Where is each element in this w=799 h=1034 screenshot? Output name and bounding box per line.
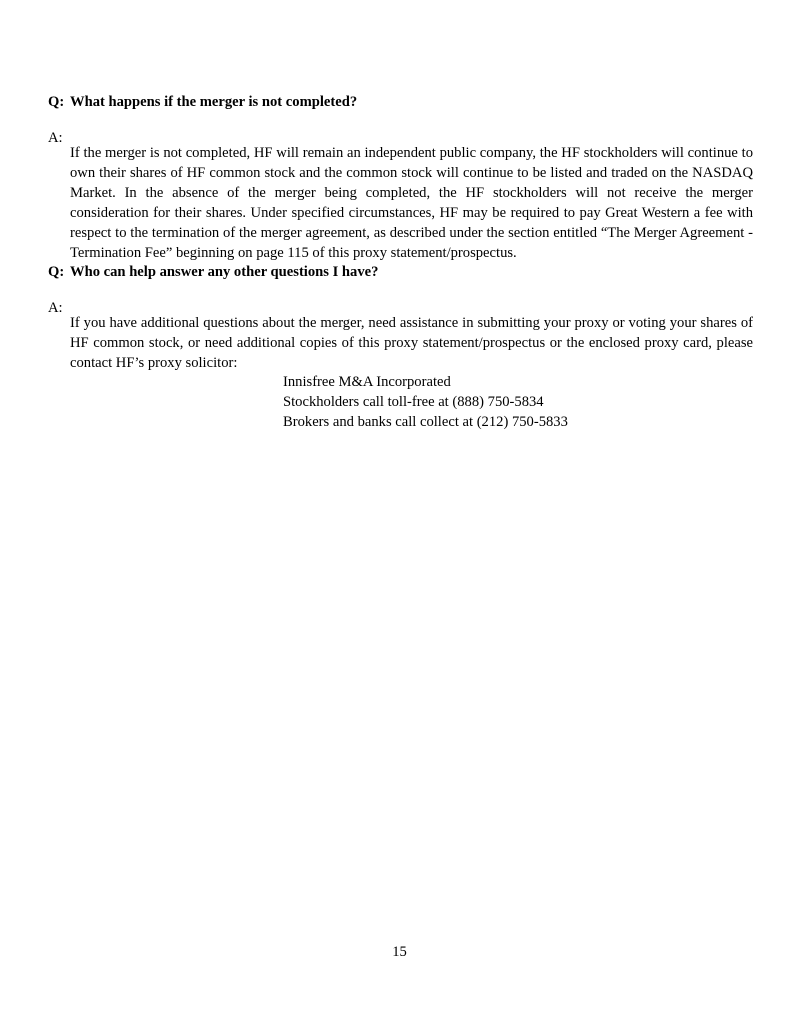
- page-number: 15: [392, 944, 407, 960]
- answer-text: If you have additional questions about the merger, need assistance in submitting your proxy or voting your shares of HF common stock, or need additional copies of this proxy statement/prospectus or the enclosed proxy card, please contact HF’s proxy solicitor:: [70, 314, 753, 371]
- answer-merger-not-completed: [48, 128, 753, 277]
- stockholders-phone: Stockholders call toll-free at (888) 750-5834: [283, 394, 544, 410]
- answer-text: If the merger is not completed, HF will remain an independent public company, the HF stockholders will continue to own their shares of HF common stock and the common stock will continue to be listed and traded on the NASDAQ Market. In the absence of the merger being completed, the HF stockholders will not receive the merger consideration for their shares. Under specified circumstances, HF may be required to pay Great Western a fee with respect to the termination of the merger agreement, as described under the section entitled “The Merger Agreement - Termination Fee” beginning on page 115 of this proxy statement/prospectus.: [70, 144, 753, 261]
- answer-label: A:: [48, 130, 63, 146]
- brokers-phone: Brokers and banks call collect at (212) 750-5833: [283, 414, 568, 430]
- question-who-can-help: [48, 262, 753, 282]
- question-text: Who can help answer any other questions I have?: [70, 264, 379, 280]
- solicitor-name: Innisfree M&A Incorporated: [283, 374, 451, 390]
- question-merger-not-completed: [48, 92, 753, 112]
- proxy-solicitor-contact: [283, 372, 683, 432]
- question-label: Q:: [48, 94, 65, 110]
- answer-label: A:: [48, 300, 63, 316]
- question-text: What happens if the merger is not completed?: [70, 94, 358, 110]
- question-label: Q:: [48, 264, 65, 280]
